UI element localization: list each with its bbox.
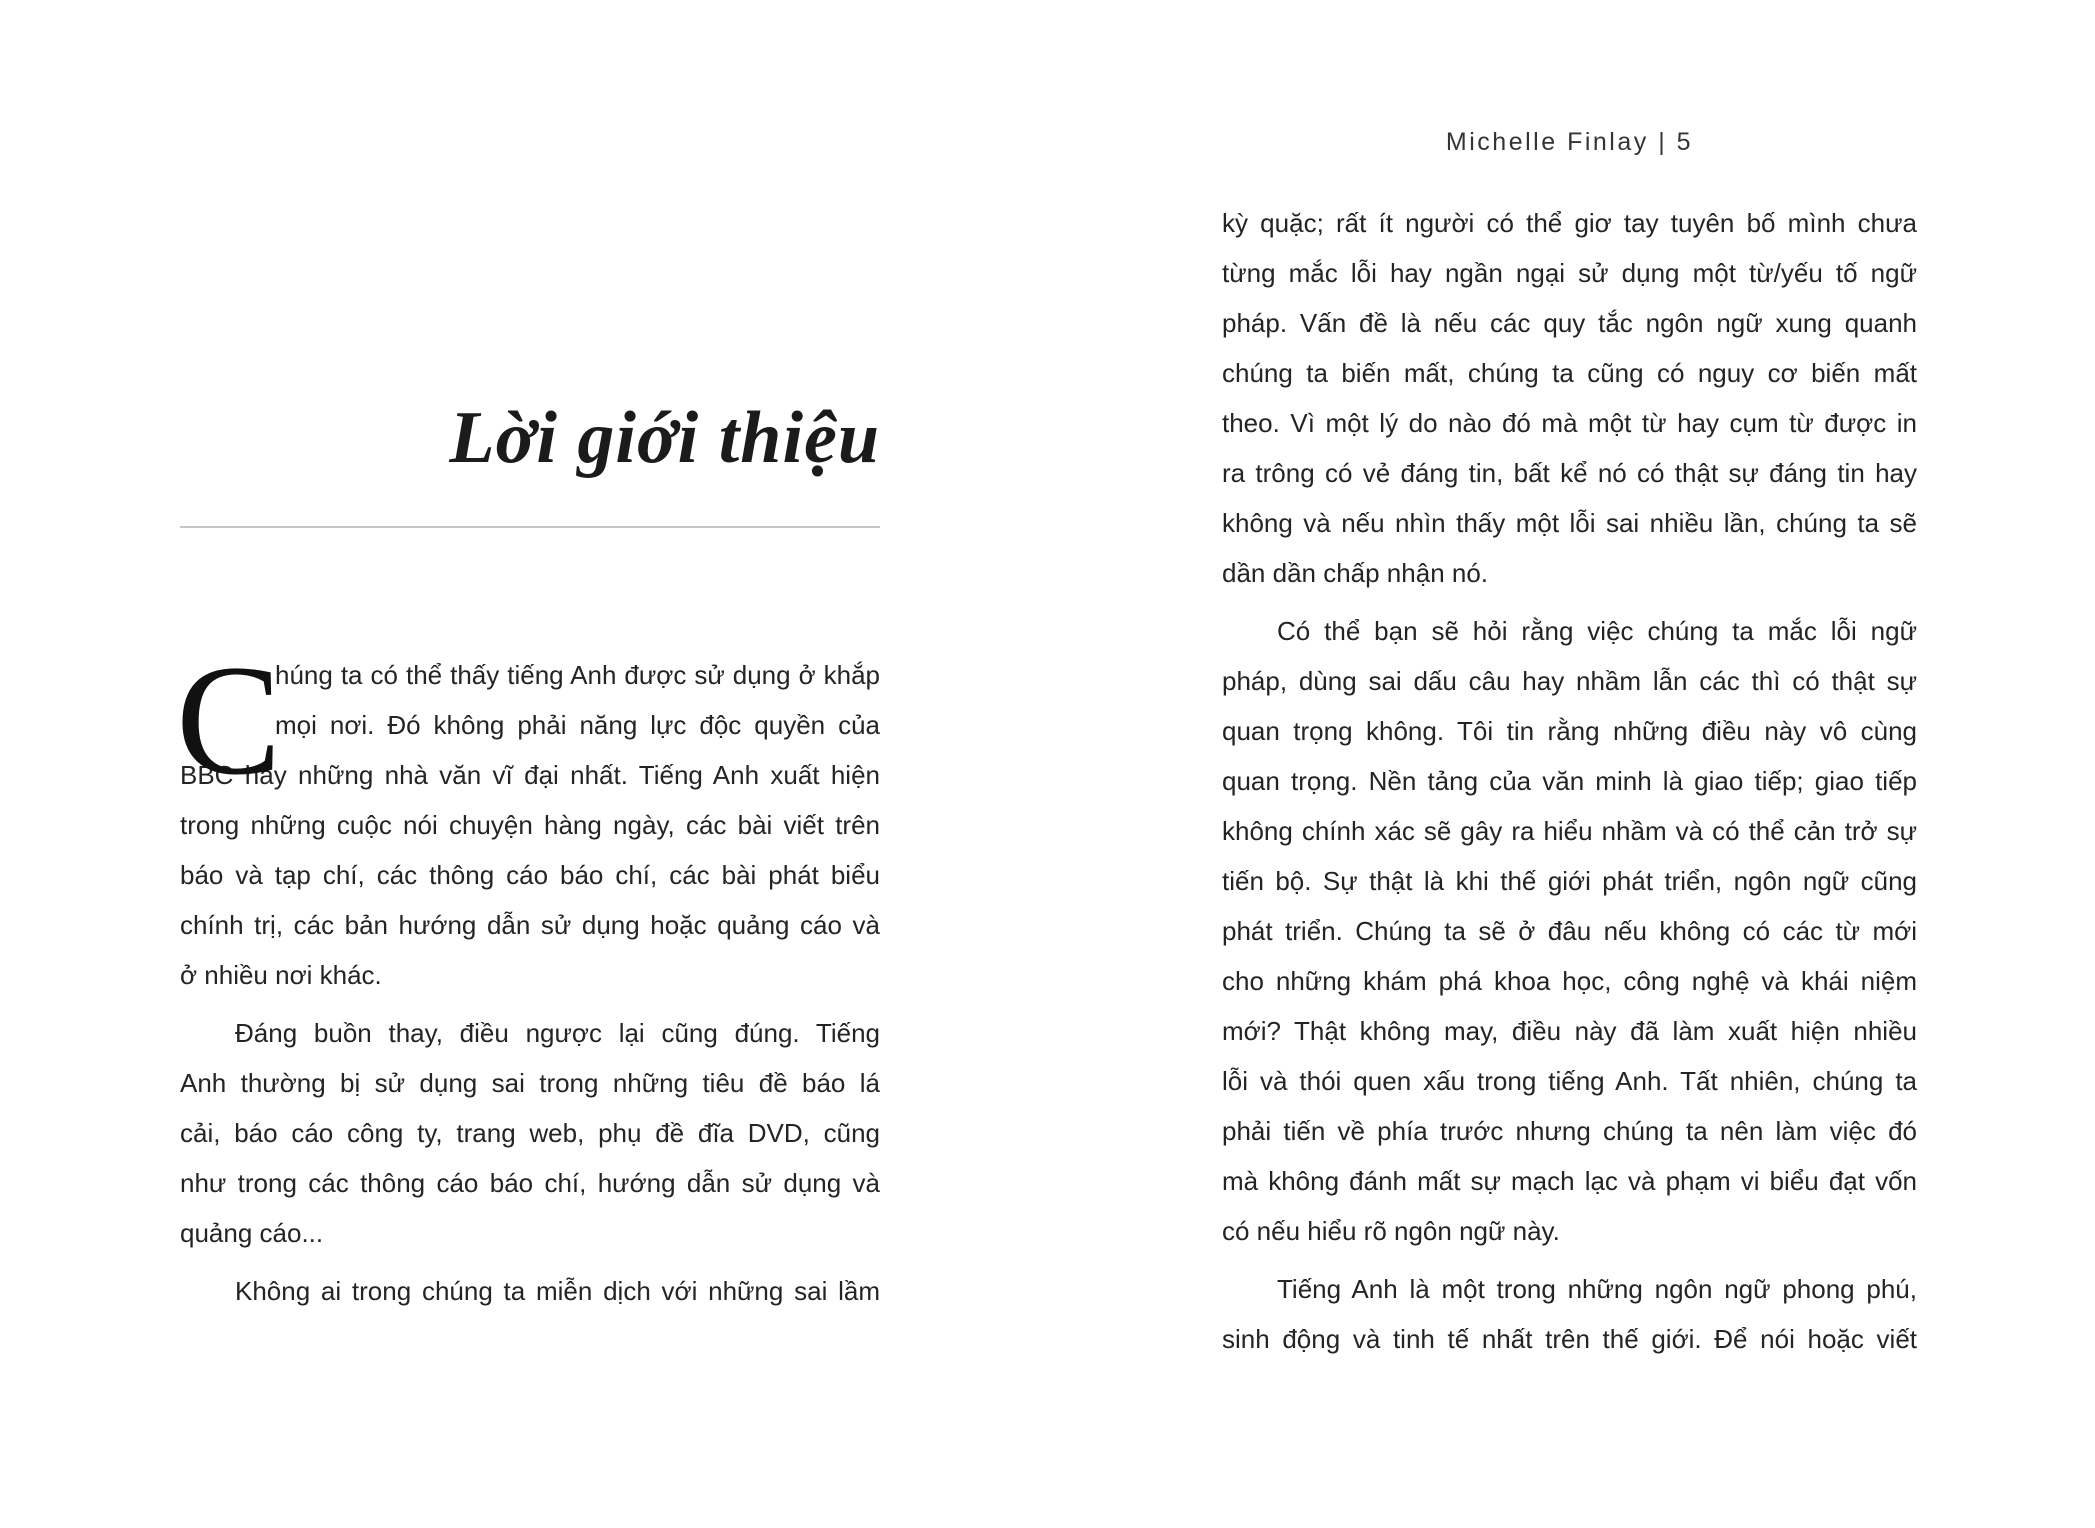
text-line: BBC hay những nhà văn vĩ đại nhất. Tiếng Anh xuất hiện xyxy=(180,760,880,790)
text-line: phát triển. Chúng ta sẽ ở đâu nếu không có các từ mới xyxy=(1222,916,1917,946)
text-line: pháp, dùng sai dấu câu hay nhầm lẫn các thì có thật sự xyxy=(1222,666,1917,696)
running-header-separator: | xyxy=(1658,128,1668,156)
text-line: chính trị, các bản hướng dẫn sử dụng hoặc quảng cáo và xyxy=(180,910,880,940)
text-line: từng mắc lỗi hay ngần ngại sử dụng một từ/yếu tố ngữ xyxy=(1222,258,1917,288)
text-line: dần dần chấp nhận nó. xyxy=(1222,558,1489,588)
text-line: Không ai trong chúng ta miễn dịch với những sai lầm xyxy=(235,1276,880,1306)
text-line: Có thể bạn sẽ hỏi rằng việc chúng ta mắc lỗi ngữ xyxy=(1277,616,1917,646)
text-line: ở nhiều nơi khác. xyxy=(180,960,382,990)
text-line: sinh động và tinh tế nhất trên thế giới. Để nói hoặc viết xyxy=(1222,1324,1917,1354)
text-line: báo và tạp chí, các thông cáo báo chí, các bài phát biểu xyxy=(180,860,880,890)
paragraph xyxy=(1222,198,1917,598)
text-line: kỳ quặc; rất ít người có thể giơ tay tuyên bố mình chưa xyxy=(1222,208,1917,238)
text-line: như trong các thông cáo báo chí, hướng dẫn sử dụng và xyxy=(180,1168,880,1198)
text-line: mà không đánh mất sự mạch lạc và phạm vi biểu đạt vốn xyxy=(1222,1166,1917,1196)
text-line: quảng cáo... xyxy=(180,1218,324,1248)
text-line: quan trọng. Nền tảng của văn minh là giao tiếp; giao tiếp xyxy=(1222,766,1917,796)
text-line: Tiếng Anh là một trong những ngôn ngữ phong phú, xyxy=(1277,1274,1917,1304)
running-header-page-number: 5 xyxy=(1676,128,1694,156)
text-line: chúng ta biến mất, chúng ta cũng có nguy cơ biến mất xyxy=(1222,358,1917,388)
text-line: húng ta có thể thấy tiếng Anh được sử dụng ở khắp xyxy=(275,660,880,690)
paragraph xyxy=(180,1266,880,1316)
title-rule-divider xyxy=(180,526,880,528)
text-line: cho những khám phá khoa học, công nghệ và khái niệm xyxy=(1222,966,1917,996)
text-line: lỗi và thói quen xấu trong tiếng Anh. Tất nhiên, chúng ta xyxy=(1222,1066,1917,1096)
text-line: không chính xác sẽ gây ra hiểu nhầm và có thể cản trở sự xyxy=(1222,816,1917,846)
text-line: có nếu hiểu rõ ngôn ngữ này. xyxy=(1222,1216,1560,1246)
paragraph xyxy=(1222,606,1917,1256)
text-line: mới? Thật không may, điều này đã làm xuất hiện nhiều xyxy=(1222,1016,1917,1046)
text-line: mọi nơi. Đó không phải năng lực độc quyền của xyxy=(275,710,880,740)
text-line: trong những cuộc nói chuyện hàng ngày, các bài viết trên xyxy=(180,810,880,840)
text-line: Đáng buồn thay, điều ngược lại cũng đúng. Tiếng xyxy=(235,1018,880,1048)
drop-cap: C xyxy=(176,633,282,808)
left-page xyxy=(176,0,880,1528)
running-header-author: Michelle Finlay xyxy=(1445,128,1649,156)
text-line: pháp. Vấn đề là nếu các quy tắc ngôn ngữ xung quanh xyxy=(1222,308,1917,338)
paragraph xyxy=(180,1008,880,1258)
left-page-body xyxy=(176,633,880,1324)
paragraph xyxy=(1222,1264,1917,1364)
right-page-body xyxy=(1222,198,1917,1372)
chapter-title: Lời giới thiệu xyxy=(449,397,880,479)
text-line: theo. Vì một lý do nào đó mà một từ hay cụm từ được in xyxy=(1222,408,1917,438)
text-line: quan trọng không. Tôi tin rằng những điều này vô cùng xyxy=(1222,716,1917,746)
text-line: cải, báo cáo công ty, trang web, phụ đề đĩa DVD, cũng xyxy=(180,1118,880,1148)
text-line: tiến bộ. Sự thật là khi thế giới phát triển, ngôn ngữ cũng xyxy=(1222,866,1917,896)
text-line: ra trông có vẻ đáng tin, bất kể nó có thật sự đáng tin hay xyxy=(1222,458,1917,488)
text-line: Anh thường bị sử dụng sai trong những tiêu đề báo lá xyxy=(180,1068,880,1098)
right-page xyxy=(1222,0,1917,1528)
running-header xyxy=(1222,128,1917,157)
text-line: không và nếu nhìn thấy một lỗi sai nhiều lần, chúng ta sẽ xyxy=(1222,508,1917,538)
paragraph xyxy=(176,633,880,1000)
text-line: phải tiến về phía trước nhưng chúng ta nên làm việc đó xyxy=(1222,1116,1917,1146)
